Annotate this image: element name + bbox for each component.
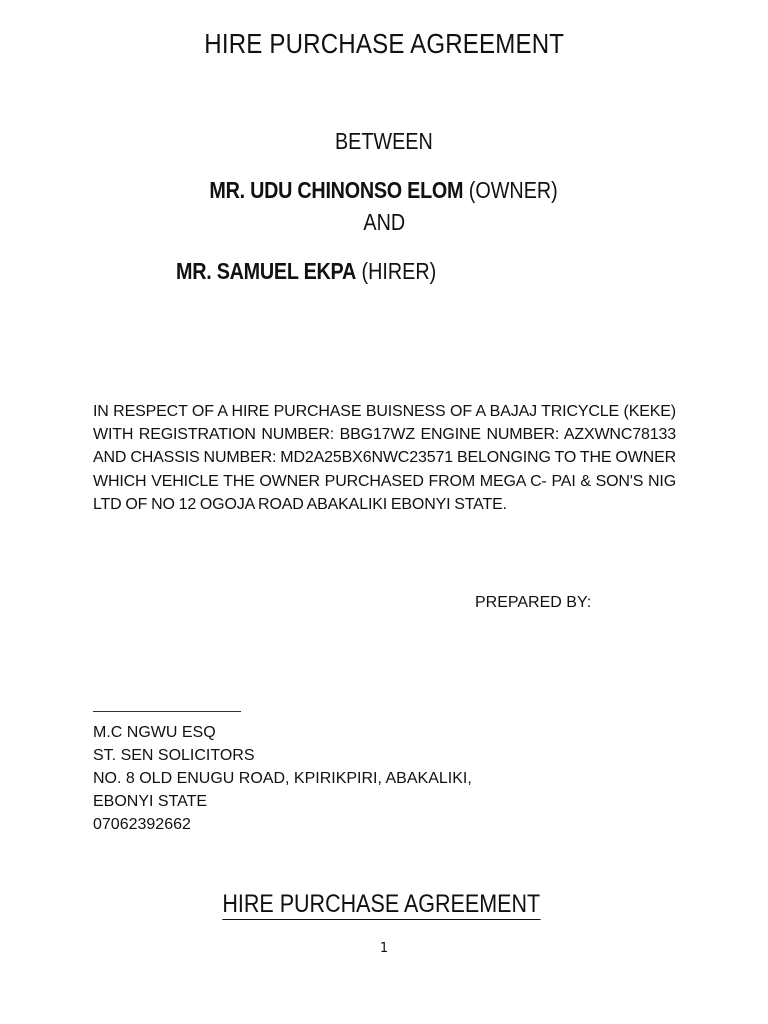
hirer-line: [176, 258, 479, 285]
section-title: HIRE PURCHASE AGREEMENT: [222, 890, 540, 918]
respect-paragraph: IN RESPECT OF A HIRE PURCHASE BUISNESS OF A BAJAJ TRICYCLE (KEKE) WITH REGISTRATION NUMBER: BBG17WZ ENGINE NUMBER: AZXWNC78133 AND CHASSIS NUMBER: MD2A25BX6NWC23571 BELONGING TO THE OWNER WHICH VEHICLE THE OWNER PURCHASED FROM MEGA C- PAI & SON'S NIG LTD OF NO 12 OGOJA ROAD ABAKALIKI EBONYI STATE.: [93, 403, 676, 513]
signature-line: [93, 711, 241, 712]
between-label: BETWEEN: [335, 128, 433, 154]
preparer-firm: ST. SEN SOLICITORS: [93, 747, 255, 764]
page-number: 1: [379, 941, 389, 956]
preparer-state: EBONYI STATE: [93, 793, 208, 810]
owner-line: [0, 177, 768, 204]
preparer-phone: 07062392662: [93, 816, 191, 833]
hirer-role: (HIRER): [361, 258, 437, 284]
owner-role: (OWNER): [469, 177, 559, 203]
and-label: AND: [363, 209, 405, 235]
document-title: HIRE PURCHASE AGREEMENT: [204, 28, 564, 59]
hirer-name: MR. SAMUEL EKPA: [176, 258, 357, 284]
preparer-block: [93, 721, 472, 836]
prepared-by-label: PREPARED BY:: [475, 594, 592, 611]
preparer-address: NO. 8 OLD ENUGU ROAD, KPIRIKPIRI, ABAKALIKI,: [93, 770, 472, 787]
preparer-name: M.C NGWU ESQ: [93, 724, 216, 741]
owner-name: MR. UDU CHINONSO ELOM: [209, 177, 464, 203]
